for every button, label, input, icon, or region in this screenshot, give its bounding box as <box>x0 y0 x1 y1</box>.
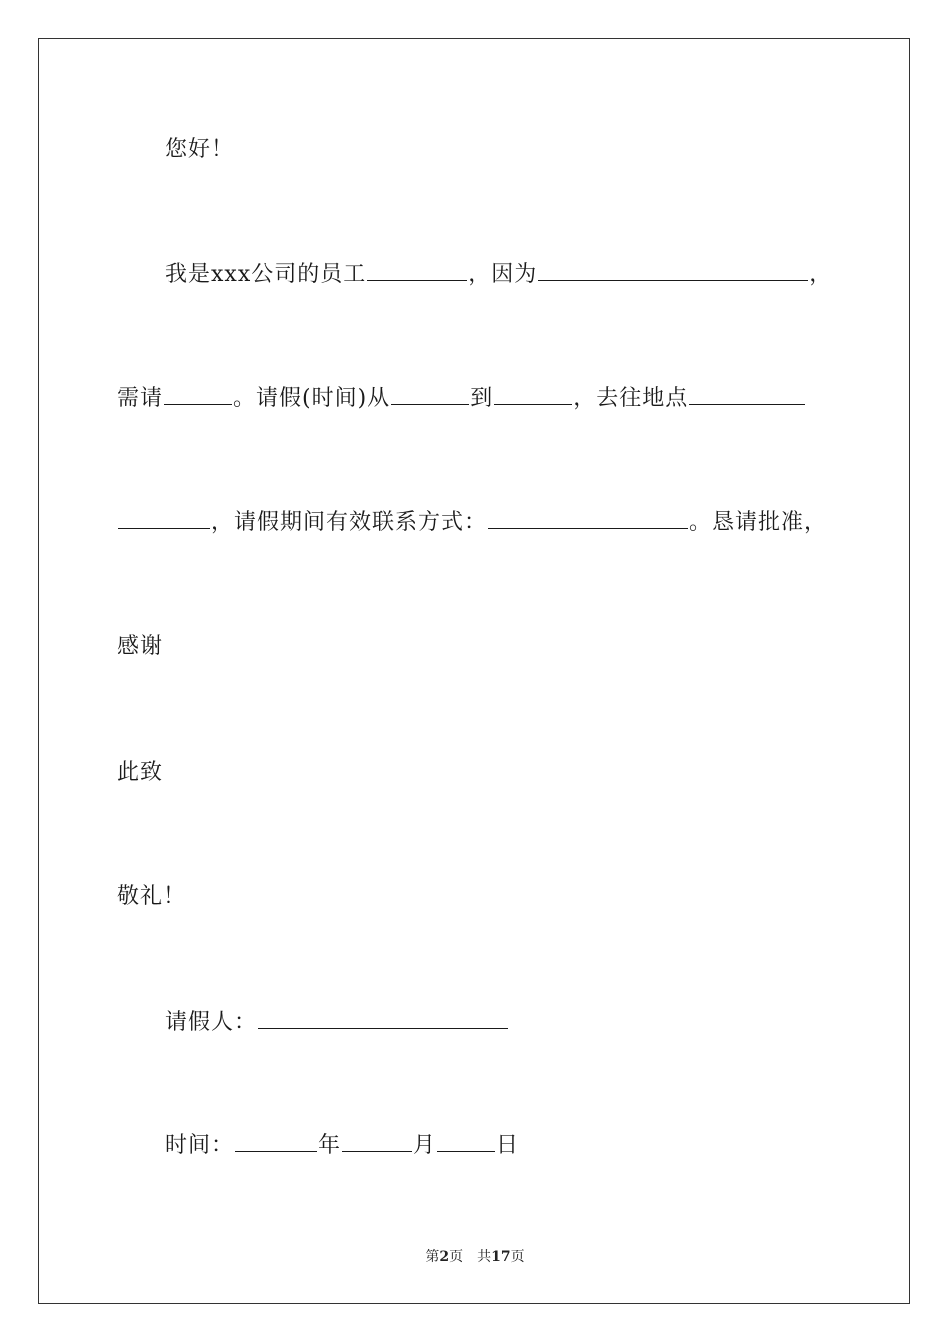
blank-name[interactable] <box>367 262 467 281</box>
page-number: 2 <box>439 1249 450 1265</box>
blank-days[interactable] <box>164 386 232 405</box>
blank-start-date[interactable] <box>391 386 469 405</box>
total-pages: 17 <box>491 1249 511 1265</box>
closing-line-1: 此致 <box>117 760 164 785</box>
day-label: 日 <box>496 1133 520 1158</box>
blank-destination-cont[interactable] <box>118 510 210 529</box>
thanks-text: 感谢 <box>117 634 164 659</box>
paragraph-line-1 <box>165 262 832 288</box>
total-prefix: 共 <box>477 1249 492 1265</box>
text-employee: 我是xxx公司的员工 <box>165 262 367 287</box>
blank-applicant[interactable] <box>258 1010 508 1029</box>
total-suffix: 页 <box>510 1249 525 1265</box>
date-label: 时间： <box>165 1133 235 1158</box>
month-label: 月 <box>413 1133 437 1158</box>
page-prefix: 第 <box>425 1249 440 1265</box>
blank-contact[interactable] <box>488 510 688 529</box>
date-line <box>165 1133 519 1159</box>
blank-day[interactable] <box>437 1133 495 1152</box>
text-destination: ，去往地点 <box>573 386 689 411</box>
page-border <box>38 38 910 1304</box>
applicant-label: 请假人： <box>165 1010 258 1035</box>
blank-reason[interactable] <box>538 262 808 281</box>
year-label: 年 <box>318 1133 342 1158</box>
blank-destination[interactable] <box>689 386 805 405</box>
text-leave-from: 。请假(时间)从 <box>233 386 391 411</box>
applicant-line <box>165 1010 509 1036</box>
text-because: ，因为 <box>468 262 538 287</box>
text-contact: ，请假期间有效联系方式： <box>211 510 488 535</box>
blank-year[interactable] <box>235 1133 317 1152</box>
closing-line-2: 敬礼！ <box>117 884 187 909</box>
greeting: 您好！ <box>165 137 235 162</box>
page-footer <box>0 1248 950 1266</box>
page-suffix: 页 <box>449 1249 464 1265</box>
paragraph-line-2 <box>117 386 806 412</box>
blank-month[interactable] <box>342 1133 412 1152</box>
blank-end-date[interactable] <box>494 386 572 405</box>
paragraph-line-3 <box>117 510 827 536</box>
text-need-leave: 需请 <box>117 386 164 411</box>
text-comma: ， <box>809 262 833 287</box>
text-approve: 。恳请批准， <box>689 510 828 535</box>
text-to: 到 <box>470 386 494 411</box>
